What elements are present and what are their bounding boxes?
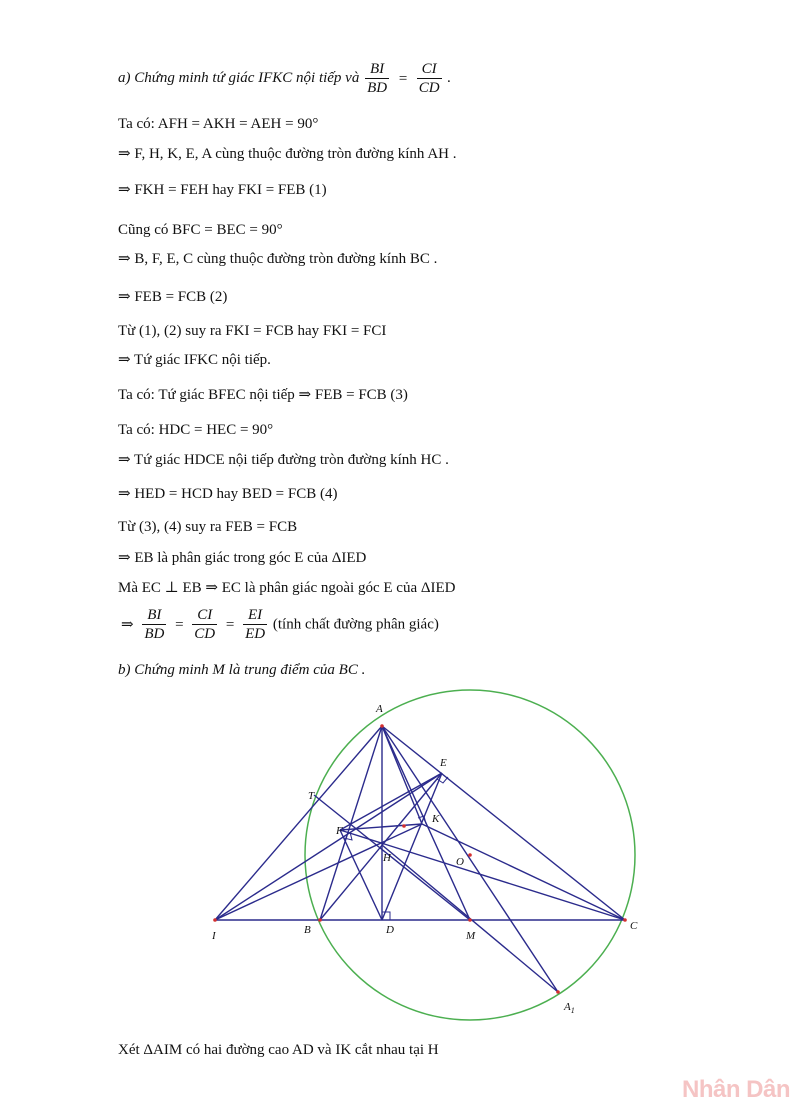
label-d: D	[386, 924, 394, 936]
segment-tm	[314, 795, 470, 920]
point-b	[318, 918, 322, 922]
label-a1	[563, 1001, 575, 1015]
implies-arrow: ⇒	[121, 616, 134, 633]
label-o: O	[456, 856, 464, 868]
watermark-logo: Nhân Dân	[682, 1076, 790, 1103]
fraction-numerator: BI	[142, 606, 166, 625]
fraction-numerator: CI	[192, 606, 217, 625]
segment-aa1	[382, 726, 558, 992]
fraction-denominator: ED	[245, 626, 266, 642]
label-c: C	[630, 920, 638, 932]
figure-points	[213, 724, 627, 994]
proof-line: Ta có: AFH = AKH = AEH = 90°	[118, 116, 319, 132]
label-a1-subscript: 1	[570, 1006, 575, 1015]
proof-line: ⇒ FKH = FEH hay FKI = FEB (1)	[118, 182, 327, 198]
fraction-denominator: BD	[367, 80, 388, 96]
proof-line: Từ (1), (2) suy ra FKI = FCB hay FKI = FCI	[118, 323, 387, 339]
label-b: B	[304, 924, 311, 936]
label-e: E	[440, 757, 447, 769]
fraction-denominator: BD	[144, 626, 165, 642]
segment-fe	[340, 773, 442, 830]
label-a: A	[376, 703, 383, 715]
proof-line: ⇒ Tứ giác IFKC nội tiếp.	[118, 352, 271, 368]
label-k: K	[432, 813, 440, 825]
proof-line: ⇒ Tứ giác HDCE nội tiếp đường tròn đường kính HC .	[118, 452, 449, 468]
label-i: I	[212, 930, 216, 942]
proof-line: Ta có: HDC = HEC = 90°	[118, 422, 274, 438]
segment-ab	[320, 726, 382, 920]
label-f: F	[336, 825, 343, 837]
part-b-heading: b) Chứng minh M là trung điểm của BC .	[118, 662, 366, 678]
proof-line: ⇒ B, F, E, C cùng thuộc đường tròn đường kính BC .	[118, 251, 438, 267]
proportion-note: (tính chất đường phân giác)	[272, 616, 439, 633]
fraction-denominator: CD	[418, 80, 440, 96]
point-a1	[556, 990, 560, 994]
segment-ik	[215, 824, 422, 920]
segment-ie	[215, 773, 442, 920]
equals-sign: =	[397, 70, 408, 87]
equals-sign: =	[225, 616, 235, 633]
point-o	[468, 853, 472, 857]
proof-line: ⇒ HED = HCD hay BED = FCB (4)	[118, 486, 338, 502]
segment-be	[320, 773, 442, 920]
fraction-numerator: BI	[365, 60, 389, 79]
segment-cf	[340, 830, 625, 920]
segment-ia	[215, 726, 382, 920]
label-h: H	[383, 852, 391, 864]
segment-df	[340, 830, 382, 920]
equals-sign: =	[175, 616, 184, 633]
fraction-numerator: EI	[243, 606, 267, 625]
part-a-heading-text: a) Chứng minh tứ giác IFKC nội tiếp và	[118, 69, 360, 86]
figure-segments	[215, 726, 625, 992]
proof-line-last: Xét ΔAIM có hai đường cao AD và IK cắt nhau tại H	[118, 1042, 439, 1058]
proof-line: Cũng có BFC = BEC = 90°	[118, 222, 283, 238]
label-a1-letter: A	[564, 1001, 571, 1013]
proof-line: Từ (3), (4) suy ra FEB = FCB	[118, 519, 298, 535]
point-m	[468, 918, 472, 922]
proof-line: ⇒ EB là phân giác trong góc E của ΔIED	[118, 550, 367, 566]
point-i	[213, 918, 217, 922]
fraction-denominator: CD	[194, 626, 216, 642]
point-midpoint	[402, 824, 406, 828]
proof-line: Mà EC ⊥ EB ⇒ EC là phân giác ngoài góc E của ΔIED	[118, 580, 456, 596]
segment-ac	[382, 726, 625, 920]
segment-ak	[382, 726, 422, 824]
proof-line: ⇒ FEB = FCB (2)	[118, 289, 228, 305]
label-t: T	[308, 790, 315, 802]
period: .	[447, 69, 452, 86]
point-c	[623, 918, 627, 922]
point-a	[380, 724, 384, 728]
proof-line: Ta có: Tứ giác BFEC nội tiếp ⇒ FEB = FCB (3)	[118, 387, 408, 403]
proof-line: ⇒ F, H, K, E, A cùng thuộc đường tròn đường kính AH .	[118, 146, 457, 162]
label-m: M	[466, 930, 476, 942]
fraction-numerator: CI	[417, 60, 442, 79]
